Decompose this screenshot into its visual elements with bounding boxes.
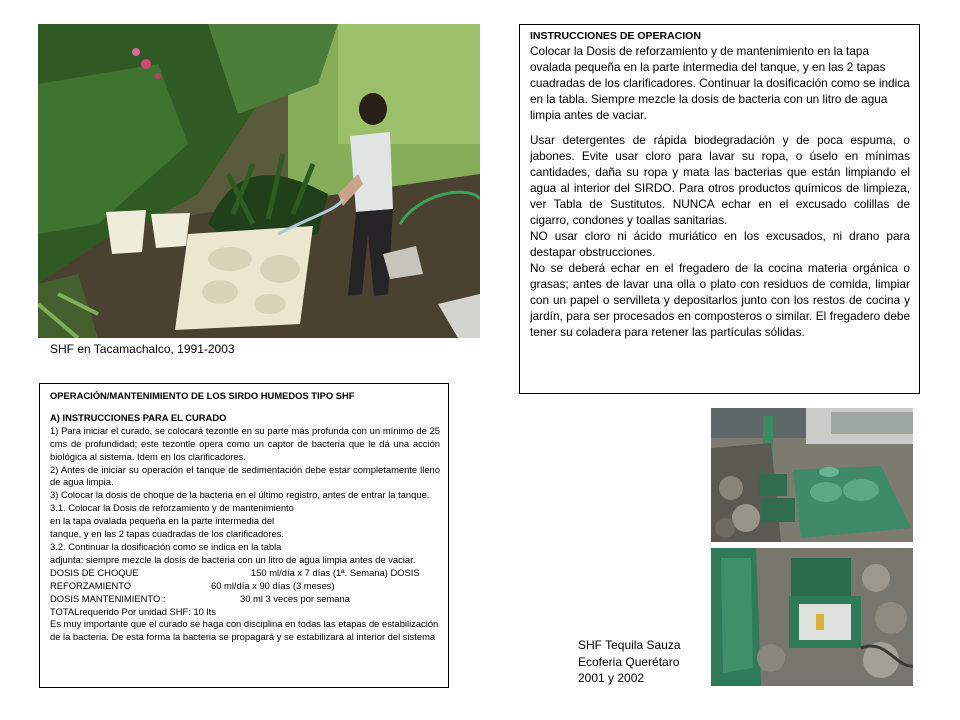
operating-instructions-box — [519, 24, 920, 394]
photo-right-caption — [578, 637, 681, 687]
maintenance-item-3: 3) Colocar la dosis de choque de la bacteria en el último registro, antes de entrar la tanque. — [50, 489, 430, 501]
maintenance-item-2: 2) Antes de iniciar su operación el tanque de sedimentación debe estar completamente lleno de agua limpia. — [50, 463, 440, 488]
maintenance-item-3-1-line-2: en la tapa ovalada pequeña en la parte intermedia del — [50, 515, 275, 527]
maintenance-item-1: 1) Para iniciar el curado, se colocará tezontle en su parte más profunda con un mínimo de 25 cms de profundidad; este tezontle opera como un captor de bacteria que le dá una acción biológica al sistema. Idem en los clarificadores. — [50, 424, 440, 462]
tank-lids-photo — [711, 408, 913, 542]
photo-right-caption-line-1: SHF Tequila Sauza — [578, 638, 681, 652]
maintenance-closing: Es muy importante que el curado se haga con disciplina en todas las etapas de estabilización de la bacteria. De esta forma la bacteria se propagará y se estabilizará al interior del sistema — [50, 618, 439, 643]
dosage-maintenance-label: DOSIS MANTENIMIENTO : — [50, 592, 166, 604]
instructions-paragraph-3: NO usar cloro ni ácido muriático en los excusados, ni drano para destapar obstrucciones. — [530, 229, 910, 259]
maintenance-item-3-2-line-1: 3.2. Continuar la dosificación como se indica en la tabla — [50, 540, 282, 552]
total-required: TOTALrequerido Por unidad SHF: 10 lts — [50, 605, 216, 617]
instructions-title: INSTRUCCIONES DE OPERACION — [530, 30, 701, 42]
instructions-paragraph-1: Colocar la Dosis de reforzamiento y de mantenimiento en la tapa ovalada pequeña en la parte intermedia del tanque, y en las 2 tapas cuadradas de los clarificadores. Continuar la dosificación como se indica en la tabla. Siempre mezcle la dosis de bacteria con un litro de agua limpia antes de vaciar. — [530, 44, 910, 122]
dosage-reinforcement-row — [50, 580, 440, 593]
maintenance-item-3-1-line-1: 3.1. Colocar la Dosis de reforzamiento y de mantenimiento — [50, 502, 294, 514]
maintenance-title: OPERACIÓN/MANTENIMIENTO DE LOS SIRDO HUMEDOS TIPO SHF — [50, 390, 355, 401]
maintenance-item-3-2-line-2: adjunta: siempre mezcle la dosis de bacteria con un litro de agua limpia antes de vaciar. — [50, 553, 416, 565]
instructions-paragraph-2: Usar detergentes de rápida biodegradación y de poca espuma, o jabones. Evite usar cloro para lavar su ropa, o úselo en mínimas cantidades, daña su ropa y mata las bacterias que están limpiando el agua al interior del SIRDO. Para otros productos químicos de limpieza, ver Tabla de Sustitutos. NUNCA echar en el excusado colillas de cigarro, condones y toallas sanitarias. — [530, 133, 910, 227]
curing-section-heading: A) INSTRUCCIONES PARA EL CURADO — [50, 411, 227, 423]
dosage-shock-label: DOSIS DE CHOQUE — [50, 566, 139, 578]
open-registry-photo — [711, 548, 913, 686]
dosage-reinforcement-value: 60 ml/día x 90 días (3 meses) — [211, 579, 335, 591]
dosage-reinforcement-label: REFORZAMIENTO — [50, 579, 132, 591]
dosage-maintenance-row — [50, 593, 440, 606]
instructions-paragraph-4: No se deberá echar en el fregadero de la cocina materia orgánica o grasas; antes de lavar una olla o plato con residuos de comida, limpiar con un papel o servilleta y depositarlos junto con los restos de cocina y jardín, para ser procesados en composteros o similar. El fregadero debe tener su coladera para retener las partículas sólidas. — [530, 261, 910, 339]
photo-top-caption: SHF en Tacamachalco, 1991-2003 — [50, 342, 235, 356]
maintenance-item-3-1-line-3: tanque, y en las 2 tapas cuadradas de los clarificadores. — [50, 528, 284, 540]
dosage-maintenance-value: 30 ml 3 veces por semana — [240, 592, 350, 604]
maintenance-box — [39, 383, 449, 688]
dosage-shock-value: 150 ml/día x 7 días (1ª. Semana) DOSIS — [251, 566, 420, 578]
garden-photo — [38, 24, 480, 338]
photo-right-caption-line-2: Ecoferia Querétaro — [578, 654, 680, 669]
dosage-shock-row — [50, 567, 440, 580]
photo-right-caption-line-3: 2001 y 2002 — [578, 671, 645, 685]
